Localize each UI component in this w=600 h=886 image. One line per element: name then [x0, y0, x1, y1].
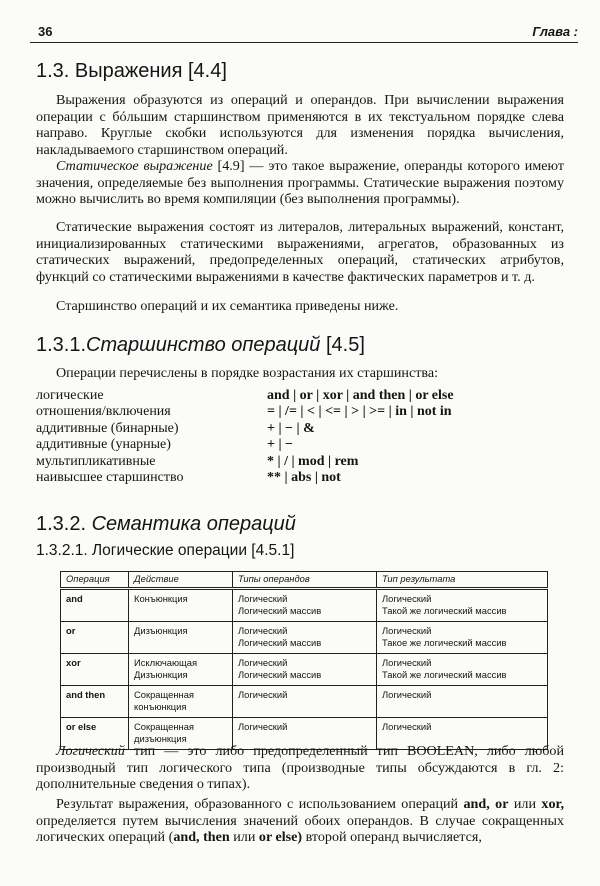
keyword-xor: xor,: [541, 796, 564, 812]
cell-action: Исключающая Дизъюнкция: [129, 654, 233, 686]
paragraph-expressions-intro: Выражения образуются из операций и операндов. При вычислении выражения операции с бóльшим старшинством применяются в их текстуальном порядке слева направо. Круглые скобки используются для изменения порядка вычисления, накладываемого старшинством операций.: [36, 92, 564, 158]
cell-operation: or else: [61, 718, 129, 750]
paragraph-precedence-note: Старшинство операций и их семантика приведены ниже.: [56, 298, 399, 314]
precedence-row: [36, 437, 576, 453]
logical-operations-table: [60, 571, 548, 750]
column-header-operation: Операция: [61, 572, 129, 589]
operator-class: наивысшее старшинство: [36, 469, 184, 485]
subsection-number: 1.3.2.: [36, 513, 92, 535]
paragraph-boolean-type: [36, 743, 564, 793]
cell-operation: or: [61, 622, 129, 654]
cell-operand-types: Логический: [233, 686, 377, 718]
subsection-title: Семантика операций: [91, 513, 296, 535]
column-header-operand-types: Типы операндов: [233, 572, 377, 589]
operator-symbols: ** | abs | not: [267, 469, 341, 485]
cell-result-type: Логический Такой же логический массив: [377, 589, 548, 622]
precedence-intro: Операции перечислены в порядке возрастания их старшинства:: [56, 365, 439, 381]
cell-action: Конъюнкция: [129, 589, 233, 622]
paragraph-static-composition: Статические выражения состоят из литералов, литеральных выражений, констант, инициализированных статическими выражениями, агрегатов, образованных из статических выражений, предопределенных операций, статических атрибутов, функций со статическими выражениями в качестве фактических параметров и т. д.: [36, 219, 564, 285]
operator-class: логические: [36, 388, 104, 403]
page-number: 36: [38, 24, 53, 39]
subsection-number: 1.3.1.: [36, 334, 87, 356]
paragraph-static-expression: [36, 158, 564, 208]
table-row: [61, 589, 548, 622]
table-row: [61, 622, 548, 654]
cell-operation: xor: [61, 654, 129, 686]
column-header-action: Действие: [129, 572, 233, 589]
operator-symbols: + | −: [267, 437, 294, 453]
cell-action: Дизъюнкция: [129, 622, 233, 654]
term-logical: Логический: [56, 743, 125, 759]
keyword-and-or: and, or: [463, 796, 509, 812]
precedence-row: [36, 388, 576, 404]
boolean-type-text: тип — это либо предопределенный тип BOOLEAN, либо любой производный тип логического типа (производные типы обсуждаются в гл. 2: дополнительные сведения о типах).: [36, 743, 564, 793]
cell-result-type: Логический Такое же логический массив: [377, 622, 548, 654]
cell-action: Сокращенная дизъюнкция: [129, 718, 233, 750]
operator-class: мультипликативные: [36, 453, 156, 469]
operator-class: аддитивные (бинарные): [36, 420, 179, 436]
subsubsection-heading-logical: 1.3.2.1. Логические операции [4.5.1]: [36, 542, 295, 559]
column-header-result-type: Тип результата: [377, 572, 548, 589]
table-row: [61, 686, 548, 718]
operator-symbols: = | /= | < | <= | > | >= | in | not in: [267, 404, 452, 420]
precedence-list: [36, 388, 576, 486]
subsection-ref: [4.5]: [320, 334, 365, 356]
subsection-heading-semantics: [36, 513, 296, 536]
cell-operation: and then: [61, 686, 129, 718]
cell-operation: and: [61, 589, 129, 622]
operator-symbols: + | − | &: [267, 420, 315, 436]
operator-class: отношения/включения: [36, 404, 171, 420]
cell-operand-types: Логический Логический массив: [233, 622, 377, 654]
running-header: [30, 22, 578, 43]
chapter-label: Глава :: [532, 24, 578, 39]
cell-result-type: Логический Такой же логический массив: [377, 654, 548, 686]
keyword-and-then: and, then: [173, 829, 230, 846]
section-heading: 1.3. Выражения [4.4]: [36, 60, 227, 82]
precedence-row: [36, 470, 576, 486]
operator-symbols: * | / | mod | rem: [267, 453, 359, 469]
subsection-heading-precedence: [36, 334, 365, 357]
cell-operand-types: Логический Логический массив: [233, 654, 377, 686]
subsection-title: Старшинство операций: [86, 334, 321, 356]
precedence-row: [36, 421, 576, 437]
table-header-row: [61, 572, 548, 589]
table-row: [61, 654, 548, 686]
cell-operand-types: Логический: [233, 718, 377, 750]
keyword-or-else: or else): [258, 829, 303, 846]
operator-class: аддитивные (унарные): [36, 437, 171, 453]
paragraph-evaluation: Результат выражения, образованного с использованием операций and, or или xor, определяется путем вычисления значений обоих операндов. В случае сокращенных логических операций (and, then или or else) второй операнд вычисляется,: [36, 796, 564, 846]
operator-symbols: and | or | xor | and then | or else: [267, 388, 454, 403]
cell-result-type: Логический: [377, 686, 548, 718]
precedence-row: [36, 454, 576, 470]
cell-action: Сокращенная конъюнкция: [129, 686, 233, 718]
precedence-row: [36, 404, 576, 420]
cell-operand-types: Логический Логический массив: [233, 589, 377, 622]
static-expression-text: [4.9] — это такое выражение, операнды которого имеют значения, определяемые без выполнения программы. Статические выражения поэтому можно вычислить во время компиляции (без выполнения программы).: [36, 158, 564, 208]
term-static-expression: Статическое выражение: [56, 158, 213, 174]
cell-result-type: Логический: [377, 718, 548, 750]
